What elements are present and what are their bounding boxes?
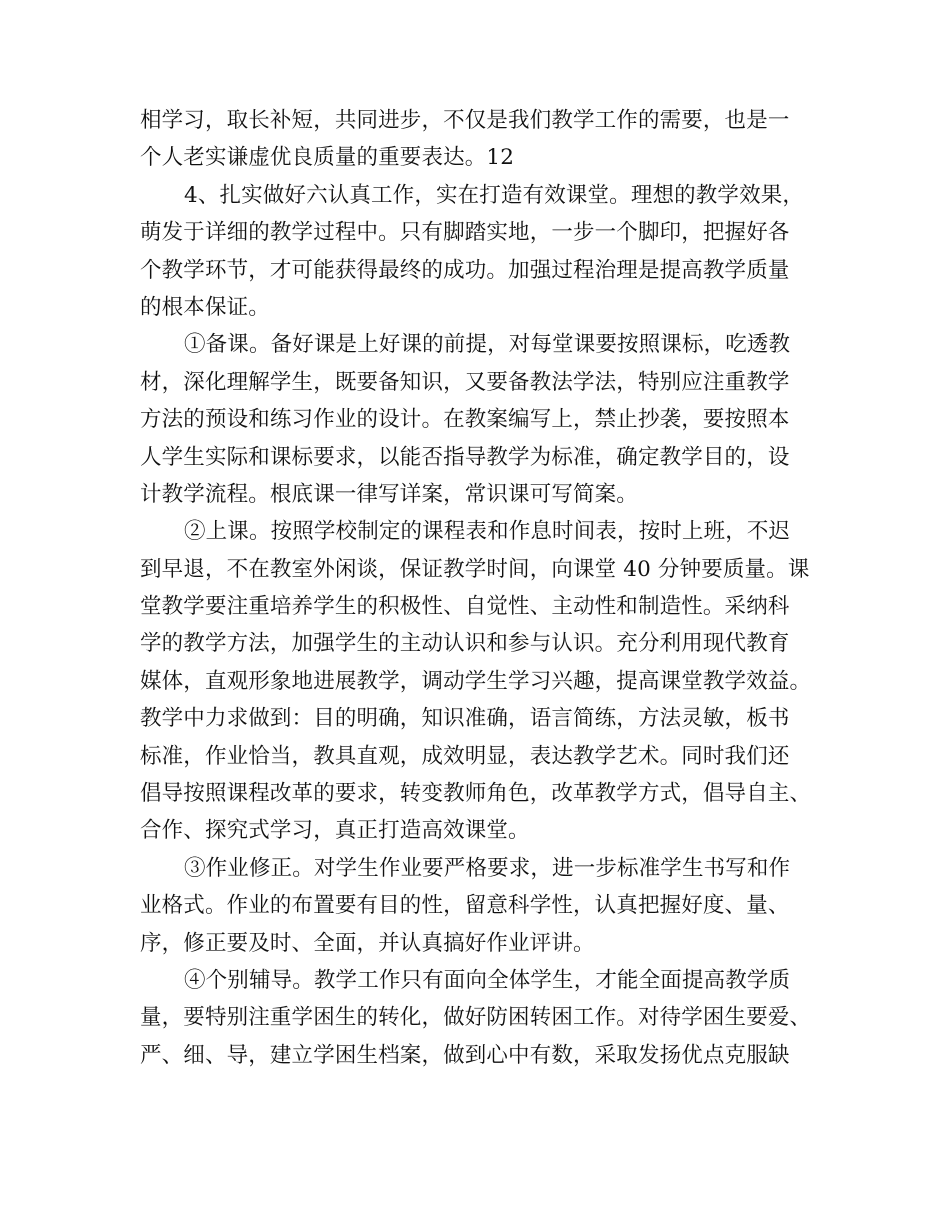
- text-line: 人学生实际和课标要求，以能否指导教学为标准，确定教学目的，设: [140, 444, 790, 470]
- text-line: 个教学环节，才可能获得最终的成功。加强过程治理是提高教学质量: [140, 257, 790, 283]
- paragraph-4: [140, 513, 830, 850]
- text-line: 方法的预设和练习作业的设计。在教案编写上，禁止抄袭，要按照本: [140, 407, 790, 433]
- text-line: 计教学流程。根底课一律写详案，常识课可写简案。: [140, 481, 638, 507]
- paragraph-5: [140, 850, 830, 962]
- text-line: 学的教学方法，加强学生的主动认识和参与认识。充分利用现代教育: [140, 631, 790, 657]
- text-line: 标准，作业恰当，教具直观，成效明显，表达教学艺术。同时我们还: [140, 743, 790, 769]
- document-body: [140, 102, 830, 1074]
- text-line: 业格式。作业的布置要有目的性，留意科学性，认真把握好度、量、: [140, 893, 790, 919]
- text-line: 到早退，不在教室外闲谈，保证教学时间，向课堂 40 分钟要质量。课: [140, 556, 810, 582]
- text-line: 序，修正要及时、全面，并认真搞好作业评讲。: [140, 930, 595, 956]
- paragraph-6: [140, 962, 830, 1074]
- text-line: ③作业修正。对学生作业要严格要求，进一步标准学生书写和作: [184, 855, 791, 881]
- text-line: ①备课。备好课是上好课的前提，对每堂课要按照课标，吃透教: [184, 332, 791, 358]
- text-line: 合作、探究式学习，真正打造高效课堂。: [140, 818, 530, 844]
- text-line: 相学习，取长补短，共同进步，不仅是我们教学工作的需要，也是一: [140, 108, 790, 133]
- text-line: ②上课。按照学校制定的课程表和作息时间表，按时上班，不迟: [184, 519, 791, 545]
- paragraph-2: [140, 177, 830, 327]
- text-line: 教学中力求做到：目的明确，知识准确，语言简练，方法灵敏，板书: [140, 706, 790, 732]
- text-line: ④个别辅导。教学工作只有面向全体学生，才能全面提高教学质: [184, 967, 791, 993]
- text-line: 倡导按照课程改革的要求，转变教师角色，改革教学方式，倡导自主、: [140, 781, 812, 807]
- text-line: 堂教学要注重培养学生的积极性、自觉性、主动性和制造性。采纳科: [140, 594, 790, 620]
- text-line: 萌发于详细的教学过程中。只有脚踏实地，一步一个脚印，把握好各: [140, 220, 790, 246]
- text-line: 个人老实谦虚优良质量的重要表达。12: [140, 145, 515, 171]
- text-line: 量，要特别注重学困生的转化，做好防困转困工作。对待学困生要爱、: [140, 1005, 812, 1031]
- text-line: 材，深化理解学生，既要备知识，又要备教法学法，特别应注重教学: [140, 369, 790, 395]
- paragraph-3: [140, 326, 830, 513]
- text-line: 媒体，直观形象地进展教学，调动学生学习兴趣，提高课堂教学效益。: [140, 668, 812, 694]
- paragraph-1: [140, 102, 830, 177]
- text-line: 严、细、导，建立学困生档案，做到心中有数，采取发扬优点克服缺: [140, 1042, 790, 1068]
- text-line: 4、扎实做好六认真工作，实在打造有效课堂。理想的教学效果，: [184, 182, 805, 208]
- text-line: 的根本保证。: [140, 294, 270, 320]
